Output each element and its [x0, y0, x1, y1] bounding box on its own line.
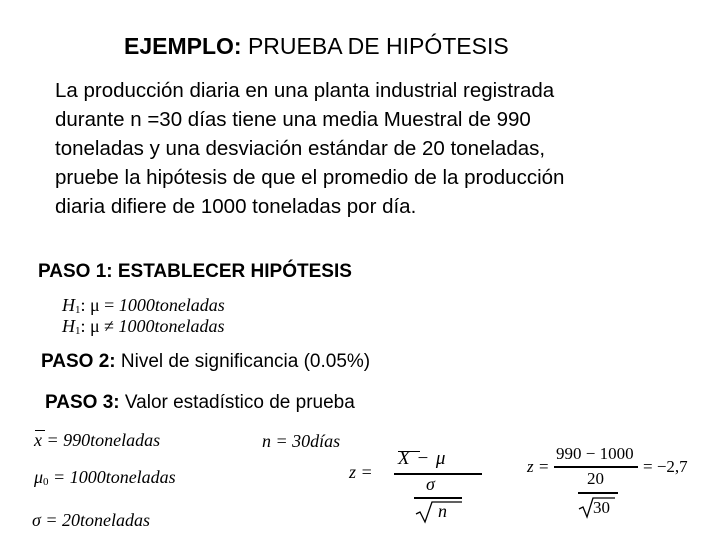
hypothesis-h1-notequal: H1: μ ≠ 1000toneladas: [62, 316, 225, 337]
z-fraction-bar: [394, 473, 482, 475]
title-bold: EJEMPLO:: [124, 33, 242, 59]
formula-population-mean: μ0 = 1000toneladas: [34, 467, 176, 488]
z-computed-result: = −2,7: [643, 457, 688, 476]
paso1-heading: PASO 1: ESTABLECER HIPÓTESIS: [38, 261, 352, 282]
problem-statement: [55, 76, 695, 221]
paso3-line: [45, 392, 355, 414]
z-inner-fraction-bar: [414, 497, 462, 499]
z-den-sigma: σ: [426, 474, 435, 494]
z-numerator: X − μ: [398, 448, 447, 469]
formula-sigma: σ = 20toneladas: [32, 510, 151, 530]
problem-line: La producción diaria en una planta industrial registrada: [55, 79, 555, 102]
paso2-text: Nivel de significancia (0.05%): [115, 351, 371, 372]
problem-line: durante n =30 días tiene una media Muestral de 990: [55, 108, 531, 131]
z-computed-numerator: 990 − 1000: [556, 444, 634, 463]
paso3-label: PASO 3:: [45, 392, 120, 413]
z-formula-lhs: z =: [349, 462, 373, 482]
problem-line: pruebe la hipótesis de que el promedio de la producción: [55, 166, 565, 189]
title-rest: PRUEBA DE HIPÓTESIS: [241, 33, 509, 59]
z-computed-den-top: 20: [587, 469, 604, 488]
problem-line: diaria difiere de 1000 toneladas por día.: [55, 195, 417, 218]
page-title: [124, 33, 509, 60]
paso2-label: PASO 2:: [41, 351, 116, 372]
problem-line: toneladas y una desviación estándar de 20 toneladas,: [55, 137, 546, 160]
z-computed-lhs: z =: [527, 457, 550, 476]
z-den-n: n: [438, 501, 447, 521]
z-computed-fraction-bar: [554, 466, 638, 468]
z-computed-den-bot: 30: [593, 498, 610, 517]
hypothesis-h1-equal: H1: μ = 1000toneladas: [62, 295, 225, 316]
formula-sample-size: n = 30días: [262, 431, 341, 451]
z-computed-inner-bar: [578, 492, 618, 494]
paso2-line: [41, 351, 370, 373]
paso3-text: Valor estadístico de prueba: [119, 392, 355, 413]
formula-sample-mean: x = 990toneladas: [34, 430, 161, 450]
